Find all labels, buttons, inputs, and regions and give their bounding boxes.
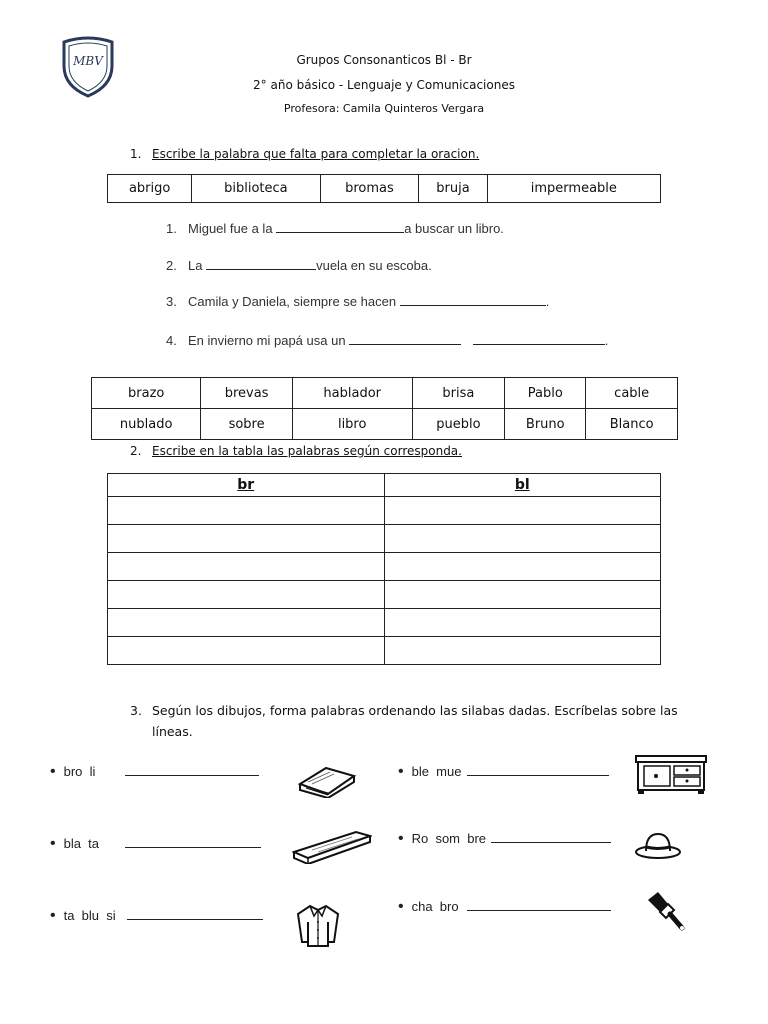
- sort-table: [107, 473, 661, 665]
- word-cell: pueblo: [412, 409, 505, 440]
- syllable-item: • bla ta: [50, 835, 261, 853]
- syllable-item: • cha bro: [398, 898, 611, 916]
- answer-blank[interactable]: [473, 332, 605, 345]
- shirt-icon: [294, 902, 342, 952]
- answer-blank[interactable]: [467, 763, 609, 776]
- answer-cell[interactable]: [384, 553, 661, 581]
- word-cell: sobre: [201, 409, 292, 440]
- word-bank-table: [107, 174, 661, 203]
- word-cell: Blanco: [586, 409, 678, 440]
- word-cell: Pablo: [505, 378, 586, 409]
- q1-instruction: 1. Escribe la palabra que falta para completar la oracion.: [130, 147, 480, 161]
- word-bank-cell: biblioteca: [192, 175, 320, 203]
- answer-cell[interactable]: [108, 525, 385, 553]
- furniture-icon: [634, 754, 708, 798]
- teacher-line: Profesora: Camila Quinteros Vergara: [283, 102, 485, 115]
- brush-icon: [644, 890, 688, 938]
- word-cell: hablador: [292, 378, 412, 409]
- word-cell: brevas: [201, 378, 292, 409]
- word-list-table: [91, 377, 678, 440]
- answer-blank[interactable]: [206, 257, 316, 270]
- answer-cell[interactable]: [384, 581, 661, 609]
- answer-cell[interactable]: [108, 637, 385, 665]
- word-cell: Bruno: [505, 409, 586, 440]
- answer-blank[interactable]: [125, 835, 261, 848]
- answer-cell[interactable]: [384, 609, 661, 637]
- col-header-br: br: [108, 474, 385, 497]
- answer-cell[interactable]: [384, 525, 661, 553]
- word-cell: cable: [586, 378, 678, 409]
- syllable-item: • ble mue: [398, 763, 609, 781]
- answer-blank[interactable]: [467, 898, 611, 911]
- answer-blank[interactable]: [400, 293, 546, 306]
- answer-cell[interactable]: [108, 609, 385, 637]
- answer-cell[interactable]: [384, 497, 661, 525]
- word-cell: brazo: [92, 378, 201, 409]
- syllable-item: • ta blu si: [50, 907, 263, 925]
- sentence-3: 3. Camila y Daniela, siempre se hacen .: [166, 294, 550, 309]
- worksheet-title: Grupos Consonanticos Bl - Br: [296, 53, 472, 67]
- answer-cell[interactable]: [108, 497, 385, 525]
- word-cell: brisa: [412, 378, 505, 409]
- answer-blank[interactable]: [349, 332, 461, 345]
- answer-cell[interactable]: [108, 553, 385, 581]
- syllable-item: • Ro som bre: [398, 830, 611, 848]
- syllable-item: • bro li: [50, 763, 259, 781]
- course-line: 2° año básico - Lenguaje y Comunicaciones: [253, 78, 515, 92]
- hat-icon: [634, 830, 682, 864]
- answer-blank[interactable]: [276, 220, 404, 233]
- word-bank-cell: impermeable: [487, 175, 660, 203]
- q3-instruction: 3. Según los dibujos, forma palabras ordenando las silabas dadas. Escríbelas sobre las líneas.: [130, 703, 678, 739]
- answer-blank[interactable]: [491, 830, 611, 843]
- book-icon: [296, 762, 358, 802]
- sentence-2: 2. La vuela en su escoba.: [166, 258, 432, 273]
- board-icon: [292, 828, 372, 868]
- word-bank-cell: bruja: [419, 175, 487, 203]
- word-cell: nublado: [92, 409, 201, 440]
- q2-instruction: 2. Escribe en la tabla las palabras según corresponda.: [130, 444, 462, 458]
- word-bank-cell: bromas: [320, 175, 419, 203]
- word-cell: libro: [292, 409, 412, 440]
- word-bank-cell: abrigo: [108, 175, 192, 203]
- logo-text: MBV: [73, 54, 103, 68]
- col-header-bl: bl: [384, 474, 661, 497]
- answer-cell[interactable]: [384, 637, 661, 665]
- sentence-1: 1. Miguel fue a la a buscar un libro.: [166, 221, 504, 236]
- answer-blank[interactable]: [125, 763, 259, 776]
- sentence-4: 4. En invierno mi papá usa un .: [166, 333, 609, 348]
- answer-blank[interactable]: [127, 907, 263, 920]
- answer-cell[interactable]: [108, 581, 385, 609]
